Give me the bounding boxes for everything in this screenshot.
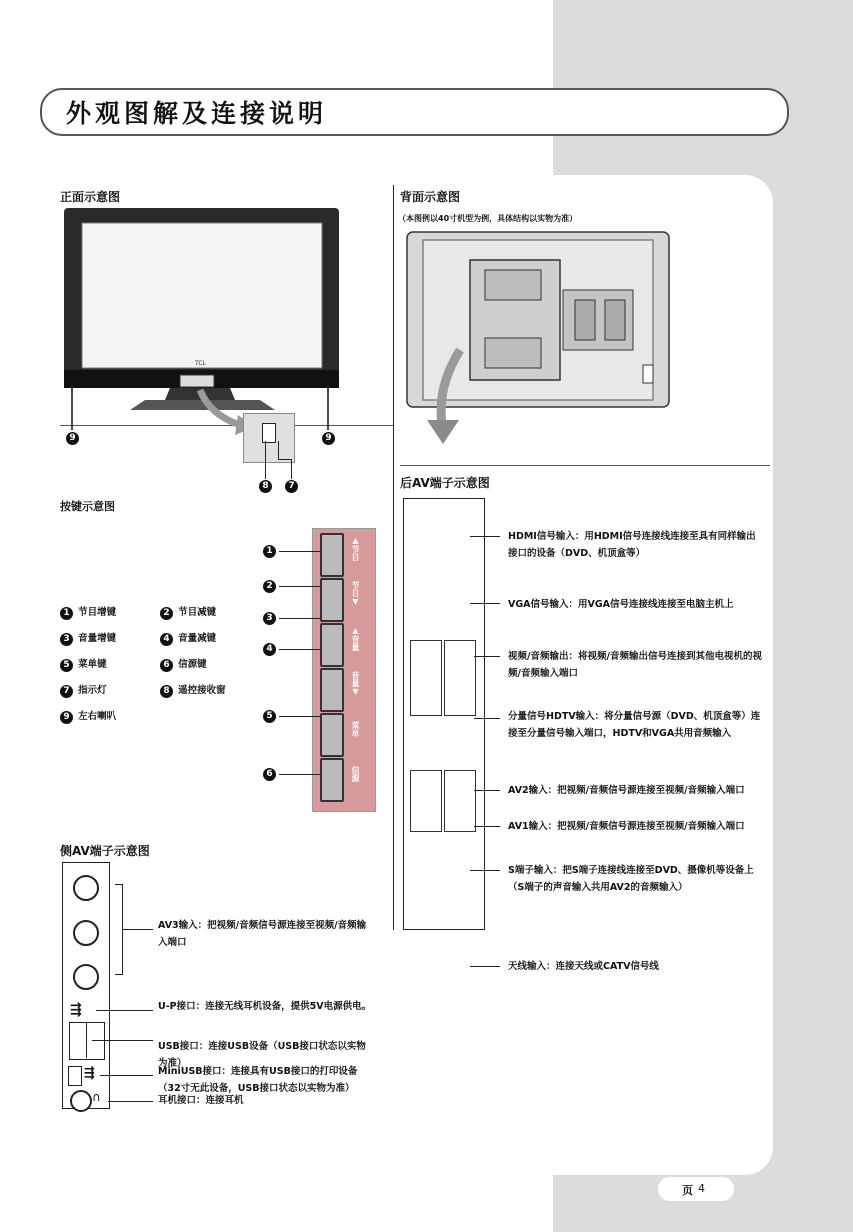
strip-lead: [279, 618, 320, 619]
strip-lead: [279, 774, 320, 775]
legend-item: [60, 704, 116, 725]
page-number: 4: [698, 1182, 705, 1195]
legend-label: 节目减键: [178, 607, 217, 618]
video-port[interactable]: [73, 875, 99, 901]
legend-num: 7: [60, 685, 73, 698]
rear-lead: [470, 966, 500, 967]
audio-l-port[interactable]: [73, 920, 99, 946]
legend-item: [160, 652, 207, 673]
legend-label: 遥控接收窗: [178, 685, 226, 696]
callout-num-9-right: 9: [322, 432, 335, 445]
callout-line: [278, 459, 292, 460]
source-button[interactable]: [320, 758, 344, 802]
legend-item: [160, 626, 216, 647]
legend-num: 8: [160, 685, 173, 698]
earphone-lead: [108, 1101, 153, 1102]
legend-num: 2: [160, 607, 173, 620]
legend-num: 9: [60, 711, 73, 724]
menu-button[interactable]: [320, 713, 344, 757]
legend-item: [60, 626, 116, 647]
volume-down-button[interactable]: [320, 668, 344, 712]
up-description: U-P接口：连接无线耳机设备，提供5V电源供电。: [158, 1001, 372, 1012]
tv-rear-illustration: [405, 230, 675, 445]
hdmi-description: HDMI信号输入：用HDMI信号连接线连接至具有同样输出接口的设备（DVD、机顶盒等）: [508, 531, 756, 559]
miniusb-icon: ⇶: [84, 1066, 95, 1081]
rear-view-header: 背面示意图: [400, 190, 461, 204]
strip-num: 4: [263, 643, 276, 656]
legend-label: 指示灯: [78, 685, 107, 696]
av3-bracket: [115, 974, 123, 975]
legend-num: 6: [160, 659, 173, 672]
av3-lead: [123, 929, 153, 930]
av1-description: AV1输入：把视频/音频信号源连接至视频/音频输入端口: [508, 821, 745, 832]
page-title: 外观图解及连接说明: [66, 99, 328, 128]
strip-lead: [279, 716, 320, 717]
rear-lead: [474, 656, 500, 657]
miniusb-lead: [100, 1075, 153, 1076]
headphone-icon: ∩: [92, 1090, 101, 1104]
legend-item: [60, 600, 116, 621]
legend-label: 音量减键: [178, 633, 217, 644]
legend-item: [60, 652, 107, 673]
sensor-window: [262, 423, 276, 443]
channel-down-button[interactable]: [320, 578, 344, 622]
up-port[interactable]: [69, 1022, 105, 1060]
rear-lead: [470, 603, 500, 604]
rear-lead: [474, 790, 500, 791]
legend-label: 菜单键: [78, 659, 107, 670]
strip-label: 节目▼: [351, 581, 360, 606]
legend-num: 1: [60, 607, 73, 620]
callout-line: [291, 459, 292, 479]
s-video-description: S端子输入：把S端子连接线连接至DVD、摄像机等设备上（S端子的声音输入共用AV2的音频输入）: [508, 865, 754, 893]
port-group-ypbpr: [444, 640, 476, 716]
legend-label: 节目增键: [78, 607, 117, 618]
vga-description: VGA信号输入：用VGA信号连接线连接至电脑主机上: [508, 599, 734, 610]
strip-lead: [279, 551, 320, 552]
strip-num: 2: [263, 580, 276, 593]
up-port-divider: [86, 1022, 87, 1058]
callout-num-8: 8: [259, 480, 272, 493]
strip-label: 菜单: [351, 721, 360, 737]
strip-num: 6: [263, 768, 276, 781]
rear-av-header: 后AV端子示意图: [400, 476, 490, 490]
legend-label: 信源键: [178, 659, 207, 670]
legend-item: [160, 600, 216, 621]
av3-description: AV3输入：把视频/音频信号源连接至视频/音频输入端口: [158, 920, 367, 948]
front-view-header: 正面示意图: [60, 190, 121, 204]
port-group-av1: [444, 770, 476, 832]
right-section-divider: [400, 465, 770, 466]
strip-label: 信源: [351, 766, 360, 782]
rear-lead: [470, 870, 500, 871]
hdtv-description: 分量信号HDTV输入：将分量信号源（DVD、机顶盒等）连接至分量信号输入端口，HDTV和VGA共用音频输入: [508, 711, 761, 739]
legend-label: 左右喇叭: [78, 711, 117, 722]
usb-description: USB接口：连接USB设备（USB接口状态以实物为准）: [158, 1041, 366, 1069]
legend-num: 3: [60, 633, 73, 646]
callout-num-9-left: 9: [66, 432, 79, 445]
port-group-av-out: [410, 640, 442, 716]
usb-symbol-icon: ⇶: [70, 1002, 82, 1018]
legend-num: 5: [60, 659, 73, 672]
av3-bracket: [115, 884, 123, 885]
volume-up-button[interactable]: [320, 623, 344, 667]
vertical-divider: [393, 185, 394, 930]
rear-lead: [470, 536, 500, 537]
earphone-port[interactable]: [70, 1090, 92, 1112]
legend-item: [160, 678, 226, 699]
page-label: 页: [682, 1184, 693, 1197]
strip-lead: [279, 649, 320, 650]
side-av-header: 侧AV端子示意图: [60, 844, 150, 858]
av2-description: AV2输入：把视频/音频信号源连接至视频/音频输入端口: [508, 785, 745, 796]
port-group-av2: [410, 770, 442, 832]
strip-label: ▲音量: [351, 626, 360, 651]
callout-line: [265, 441, 266, 479]
strip-label: 音量▼: [351, 671, 360, 696]
callout-num-7: 7: [285, 480, 298, 493]
svg-text:TCL: TCL: [195, 360, 206, 367]
rear-lead: [474, 718, 500, 719]
up-lead: [96, 1010, 153, 1011]
miniusb-description: MiniUSB接口：连接具有USB接口的打印设备（32寸无此设备，USB接口状态以实物为准）: [158, 1066, 358, 1094]
strip-label: ▲节目: [351, 536, 360, 561]
legend-item: [60, 678, 107, 699]
usb-lead: [92, 1040, 153, 1041]
miniusb-port[interactable]: [68, 1066, 82, 1086]
earphone-description: 耳机接口：连接耳机: [158, 1095, 244, 1106]
legend-num: 4: [160, 633, 173, 646]
rear-lead: [474, 826, 500, 827]
audio-r-port[interactable]: [73, 964, 99, 990]
strip-num: 1: [263, 545, 276, 558]
av-out-description: 视频/音频输出：将视频/音频输出信号连接到其他电视机的视频/音频输入端口: [508, 651, 762, 679]
strip-lead: [279, 586, 320, 587]
strip-num: 5: [263, 710, 276, 723]
channel-up-button[interactable]: [320, 533, 344, 577]
callout-line: [278, 441, 279, 459]
antenna-description: 天线输入：连接天线或CATV信号线: [508, 961, 659, 972]
strip-num: 3: [263, 612, 276, 625]
legend-label: 音量增键: [78, 633, 117, 644]
page-number-pill: [658, 1177, 734, 1201]
rear-view-note: （本图例以40寸机型为例，具体结构以实物为准）: [398, 214, 578, 223]
buttons-header: 按键示意图: [60, 500, 115, 513]
